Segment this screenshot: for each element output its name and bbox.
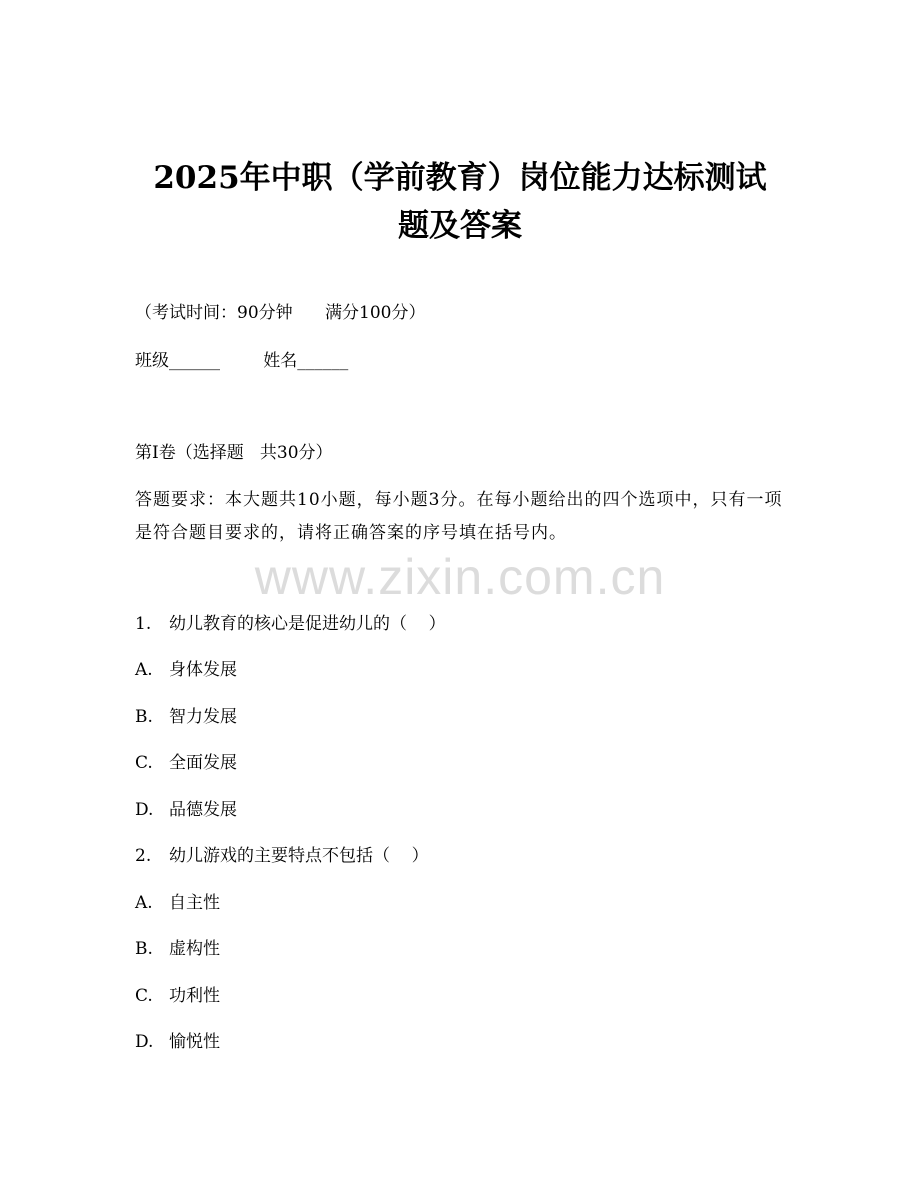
question-2-option-a	[135, 890, 220, 916]
question-number: 2.	[135, 846, 152, 866]
document-title-line-2: 题及答案	[398, 208, 522, 244]
question-text: 幼儿教育的核心是促进幼儿的（ ）	[169, 614, 446, 634]
option-text: 自主性	[169, 893, 220, 913]
option-letter: C.	[135, 753, 153, 773]
student-fields: 班级______ 姓名______	[135, 351, 349, 371]
option-letter: A.	[135, 893, 153, 913]
option-text: 愉悦性	[169, 1032, 220, 1052]
instructions: 答题要求：本大题共10小题，每小题3分。在每小题给出的四个选项中，只有一项是符合题目要求的，请将正确答案的序号填在括号内。	[135, 490, 783, 543]
option-text: 身体发展	[169, 660, 237, 680]
option-text: 品德发展	[169, 800, 237, 820]
option-text: 智力发展	[169, 707, 237, 727]
question-2-option-c	[135, 983, 220, 1009]
option-letter: C.	[135, 986, 153, 1006]
question-2	[135, 843, 429, 869]
question-1-option-b	[135, 704, 237, 730]
option-letter: B.	[135, 939, 153, 959]
question-1-option-d	[135, 797, 237, 823]
exam-info: （考试时间：90分钟 满分100分）	[135, 303, 426, 323]
question-number: 1.	[135, 614, 152, 634]
option-text: 全面发展	[169, 753, 237, 773]
watermark: www.zixin.com.cn	[254, 549, 666, 605]
question-1	[135, 611, 446, 637]
question-2-option-b	[135, 936, 220, 962]
question-text: 幼儿游戏的主要特点不包括（ ）	[169, 846, 429, 866]
option-letter: D.	[135, 800, 154, 820]
question-2-option-d	[135, 1029, 220, 1055]
option-letter: A.	[135, 660, 153, 680]
option-letter: D.	[135, 1032, 154, 1052]
question-1-option-a	[135, 657, 237, 683]
question-1-option-c	[135, 750, 237, 776]
document-title-line-1: 2025年中职（学前教育）岗位能力达标测试	[153, 160, 767, 196]
option-text: 虚构性	[169, 939, 220, 959]
option-letter: B.	[135, 707, 153, 727]
section-title: 第I卷（选择题 共30分）	[135, 443, 333, 463]
option-text: 功利性	[169, 986, 220, 1006]
